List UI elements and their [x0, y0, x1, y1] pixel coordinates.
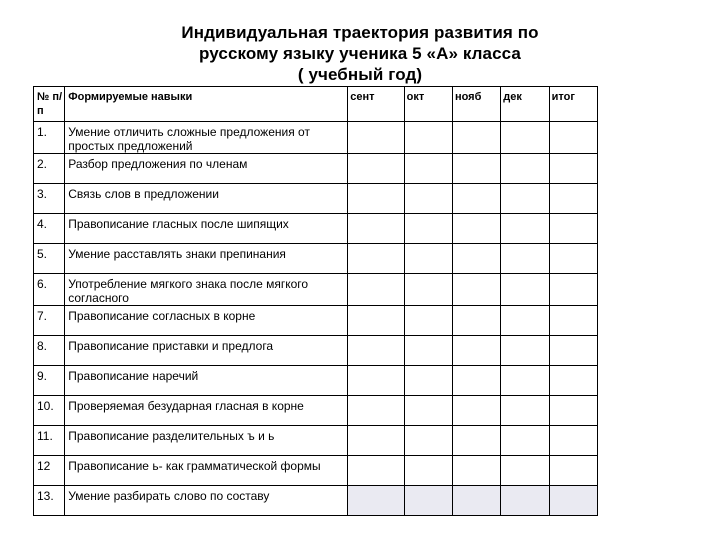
row-number: 8.: [34, 336, 65, 366]
table-row: [34, 336, 598, 366]
title-line-1: Индивидуальная траектория развития по: [181, 23, 539, 42]
cell-nov[interactable]: [452, 396, 500, 426]
cell-oct[interactable]: [404, 426, 452, 456]
cell-dec[interactable]: [501, 366, 549, 396]
cell-total[interactable]: [549, 274, 597, 306]
cell-sep[interactable]: [348, 486, 404, 516]
row-skill: Умение разбирать слово по составу: [65, 486, 348, 516]
header-dec: дек: [501, 87, 549, 122]
title-line-2: русскому языку ученика 5 «А» класса: [199, 44, 521, 63]
row-skill: Правописание согласных в корне: [65, 306, 348, 336]
row-number: 10.: [34, 396, 65, 426]
title-line-3: ( учебный год): [297, 65, 423, 84]
cell-nov[interactable]: [452, 122, 500, 154]
cell-dec[interactable]: [501, 306, 549, 336]
cell-total[interactable]: [549, 244, 597, 274]
cell-total[interactable]: [549, 122, 597, 154]
row-number: 3.: [34, 184, 65, 214]
cell-oct[interactable]: [404, 214, 452, 244]
cell-nov[interactable]: [452, 456, 500, 486]
row-skill: Умение отличить сложные предложения от простых предложений: [65, 122, 348, 154]
row-number: 9.: [34, 366, 65, 396]
cell-sep[interactable]: [348, 122, 404, 154]
cell-total[interactable]: [549, 456, 597, 486]
cell-sep[interactable]: [348, 274, 404, 306]
cell-nov[interactable]: [452, 336, 500, 366]
row-number: 6.: [34, 274, 65, 306]
cell-sep[interactable]: [348, 306, 404, 336]
cell-nov[interactable]: [452, 154, 500, 184]
row-skill: Употребление мягкого знака после мягкого согласного: [65, 274, 348, 306]
cell-total[interactable]: [549, 426, 597, 456]
cell-nov[interactable]: [452, 244, 500, 274]
cell-sep[interactable]: [348, 396, 404, 426]
cell-nov[interactable]: [452, 486, 500, 516]
row-skill: Умение расставлять знаки препинания: [65, 244, 348, 274]
cell-total[interactable]: [549, 336, 597, 366]
cell-total[interactable]: [549, 306, 597, 336]
cell-oct[interactable]: [404, 244, 452, 274]
cell-sep[interactable]: [348, 244, 404, 274]
cell-dec[interactable]: [501, 214, 549, 244]
cell-oct[interactable]: [404, 366, 452, 396]
header-skill: Формируемые навыки: [65, 87, 348, 122]
row-skill: Разбор предложения по членам: [65, 154, 348, 184]
document-title: [0, 22, 720, 85]
header-total: итог: [549, 87, 597, 122]
cell-nov[interactable]: [452, 366, 500, 396]
row-skill: Правописание приставки и предлога: [65, 336, 348, 366]
table-row: [34, 426, 598, 456]
cell-dec[interactable]: [501, 456, 549, 486]
cell-nov[interactable]: [452, 184, 500, 214]
table-row: [34, 244, 598, 274]
header-sep: сент: [348, 87, 404, 122]
cell-sep[interactable]: [348, 336, 404, 366]
cell-sep[interactable]: [348, 184, 404, 214]
cell-sep[interactable]: [348, 366, 404, 396]
table-row: [34, 184, 598, 214]
row-number: 4.: [34, 214, 65, 244]
table-row: [34, 366, 598, 396]
cell-total[interactable]: [549, 366, 597, 396]
cell-oct[interactable]: [404, 486, 452, 516]
table-row: [34, 396, 598, 426]
row-skill: Правописание наречий: [65, 366, 348, 396]
table-header-row: [34, 87, 598, 122]
cell-total[interactable]: [549, 214, 597, 244]
row-skill: Связь слов в предложении: [65, 184, 348, 214]
row-skill: Правописание ь- как грамматической формы: [65, 456, 348, 486]
cell-oct[interactable]: [404, 306, 452, 336]
cell-dec[interactable]: [501, 154, 549, 184]
cell-sep[interactable]: [348, 426, 404, 456]
table-row: [34, 306, 598, 336]
cell-nov[interactable]: [452, 274, 500, 306]
cell-oct[interactable]: [404, 154, 452, 184]
cell-total[interactable]: [549, 184, 597, 214]
table-row: [34, 122, 598, 154]
cell-total[interactable]: [549, 396, 597, 426]
cell-sep[interactable]: [348, 154, 404, 184]
cell-oct[interactable]: [404, 456, 452, 486]
cell-dec[interactable]: [501, 396, 549, 426]
table-row: [34, 214, 598, 244]
table-row: [34, 486, 598, 516]
row-number: 1.: [34, 122, 65, 154]
cell-sep[interactable]: [348, 456, 404, 486]
header-num: № п/п: [34, 87, 65, 122]
header-nov: нояб: [452, 87, 500, 122]
row-number: 5.: [34, 244, 65, 274]
cell-total[interactable]: [549, 154, 597, 184]
table-row: [34, 154, 598, 184]
row-number: 11.: [34, 426, 65, 456]
cell-nov[interactable]: [452, 306, 500, 336]
cell-dec[interactable]: [501, 426, 549, 456]
row-number: 12: [34, 456, 65, 486]
skills-table: [33, 86, 598, 516]
cell-dec[interactable]: [501, 244, 549, 274]
table-row: [34, 274, 598, 306]
row-skill: Правописание разделительных ъ и ь: [65, 426, 348, 456]
row-skill: Правописание гласных после шипящих: [65, 214, 348, 244]
cell-oct[interactable]: [404, 396, 452, 426]
cell-dec[interactable]: [501, 336, 549, 366]
header-oct: окт: [404, 87, 452, 122]
cell-sep[interactable]: [348, 214, 404, 244]
cell-total[interactable]: [549, 486, 597, 516]
row-skill: Проверяемая безударная гласная в корне: [65, 396, 348, 426]
row-number: 7.: [34, 306, 65, 336]
cell-dec[interactable]: [501, 486, 549, 516]
row-number: 2.: [34, 154, 65, 184]
cell-nov[interactable]: [452, 426, 500, 456]
cell-nov[interactable]: [452, 214, 500, 244]
cell-dec[interactable]: [501, 184, 549, 214]
cell-oct[interactable]: [404, 122, 452, 154]
cell-dec[interactable]: [501, 274, 549, 306]
cell-dec[interactable]: [501, 122, 549, 154]
cell-oct[interactable]: [404, 184, 452, 214]
row-number: 13.: [34, 486, 65, 516]
cell-oct[interactable]: [404, 336, 452, 366]
table-row: [34, 456, 598, 486]
cell-oct[interactable]: [404, 274, 452, 306]
